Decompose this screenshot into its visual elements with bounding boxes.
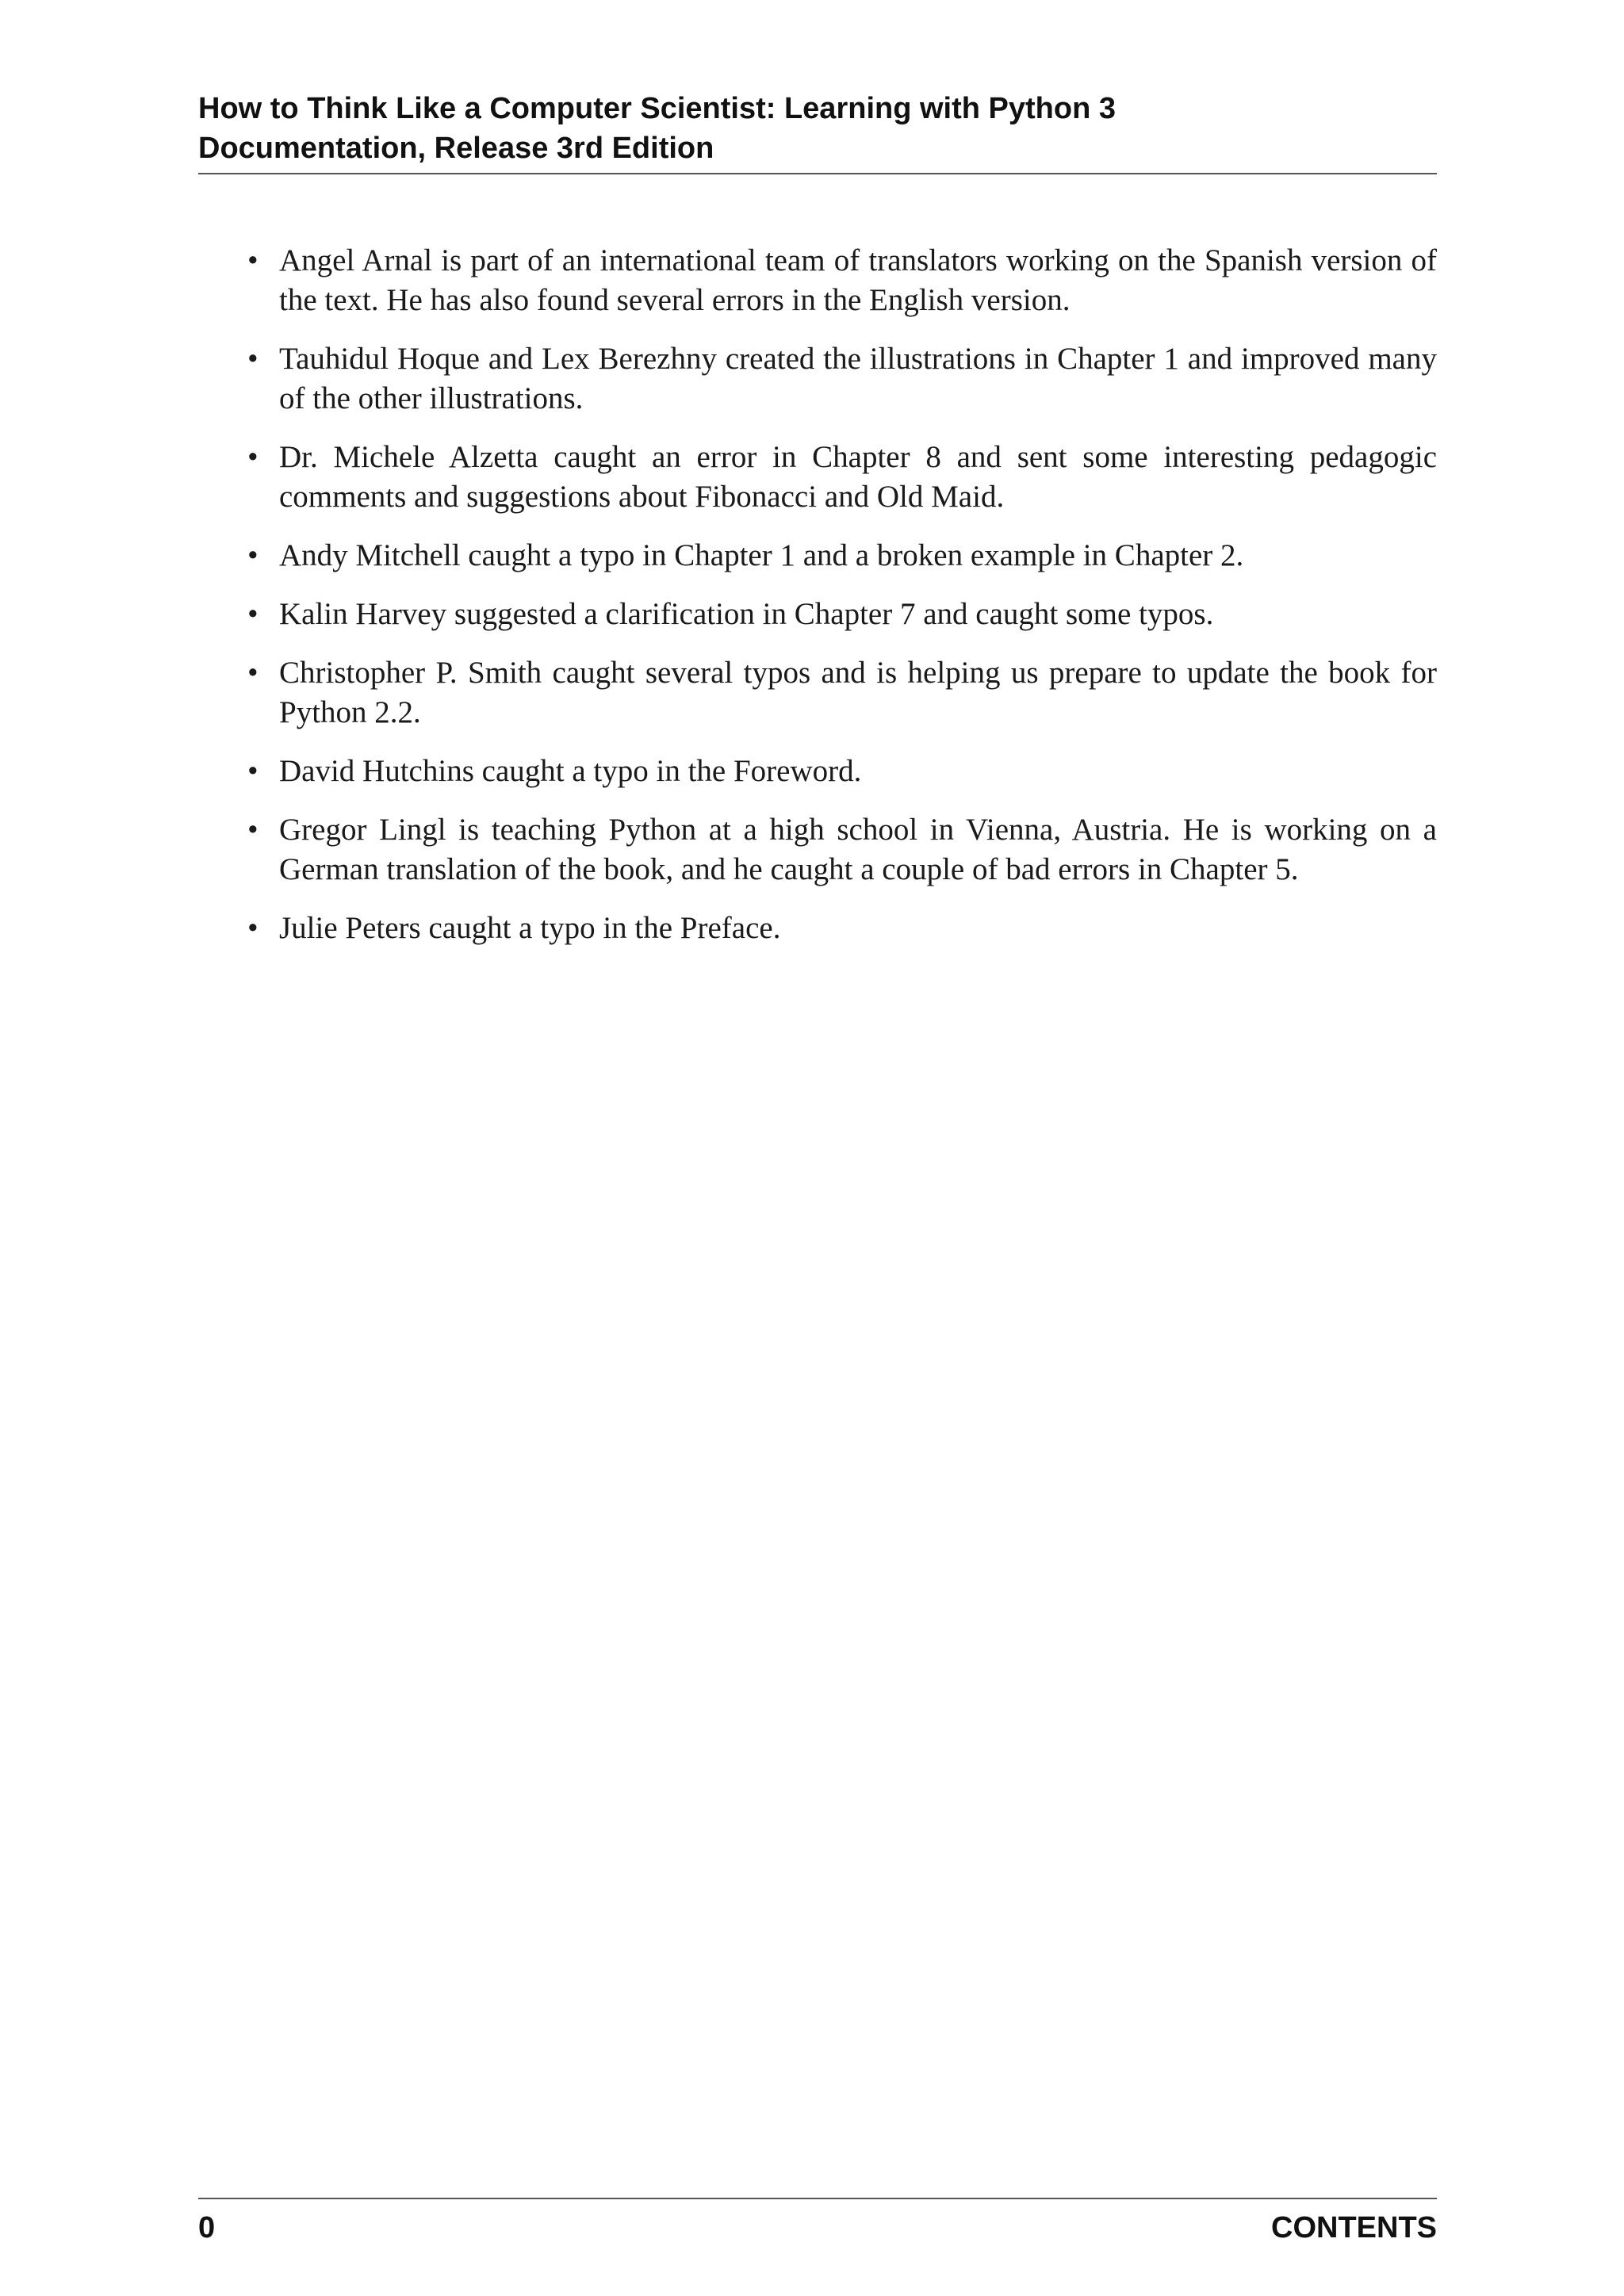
- list-item: [238, 752, 1437, 791]
- list-item: [238, 536, 1437, 576]
- header-title-line-2: Documentation, Release 3rd Edition: [198, 132, 714, 165]
- bullet-icon: •: [247, 754, 259, 788]
- page-body: [238, 241, 1437, 967]
- bullet-icon: •: [247, 538, 259, 572]
- bullet-icon: •: [247, 440, 259, 474]
- running-header: [198, 89, 1437, 174]
- bullet-icon: •: [247, 656, 259, 690]
- page-number: 0: [198, 2211, 216, 2244]
- list-item: [238, 241, 1437, 320]
- list-item: [238, 810, 1437, 890]
- list-item: [238, 909, 1437, 948]
- list-item-text: Angel Arnal is part of an international team of translators working on the Spanish version of the text. He has also found several errors in the English version.: [279, 243, 1437, 317]
- footer-section-label: CONTENTS: [1271, 2211, 1437, 2244]
- bullet-icon: •: [247, 342, 259, 376]
- contributor-list: [238, 241, 1437, 948]
- bullet-icon: •: [247, 243, 259, 277]
- list-item-text: Andy Mitchell caught a typo in Chapter 1 and a broken example in Chapter 2.: [279, 538, 1244, 572]
- list-item-text: Gregor Lingl is teaching Python at a high school in Vienna, Austria. He is working on a German translation of the book, and he caught a couple of bad errors in Chapter 5.: [279, 813, 1437, 886]
- list-item-text: Kalin Harvey suggested a clarification in Chapter 7 and caught some typos.: [279, 597, 1214, 631]
- bullet-icon: •: [247, 911, 259, 945]
- list-item-text: David Hutchins caught a typo in the Foreword.: [279, 754, 862, 788]
- header-title-line-1: How to Think Like a Computer Scientist: Learning with Python 3: [198, 92, 1116, 125]
- list-item-text: Julie Peters caught a typo in the Preface.: [279, 911, 781, 945]
- list-item: [238, 339, 1437, 419]
- list-item: [238, 653, 1437, 733]
- bullet-icon: •: [247, 597, 259, 631]
- list-item: [238, 438, 1437, 517]
- list-item-text: Christopher P. Smith caught several typos and is helping us prepare to update the book for Python 2.2.: [279, 656, 1437, 729]
- bullet-icon: •: [247, 813, 259, 847]
- list-item-text: Dr. Michele Alzetta caught an error in Chapter 8 and sent some interesting pedagogic comments and suggestions about Fibonacci and Old Maid.: [279, 440, 1437, 514]
- list-item-text: Tauhidul Hoque and Lex Berezhny created the illustrations in Chapter 1 and improved many of the other illustrations.: [279, 342, 1437, 415]
- list-item: [238, 595, 1437, 634]
- running-footer: [198, 2198, 1437, 2247]
